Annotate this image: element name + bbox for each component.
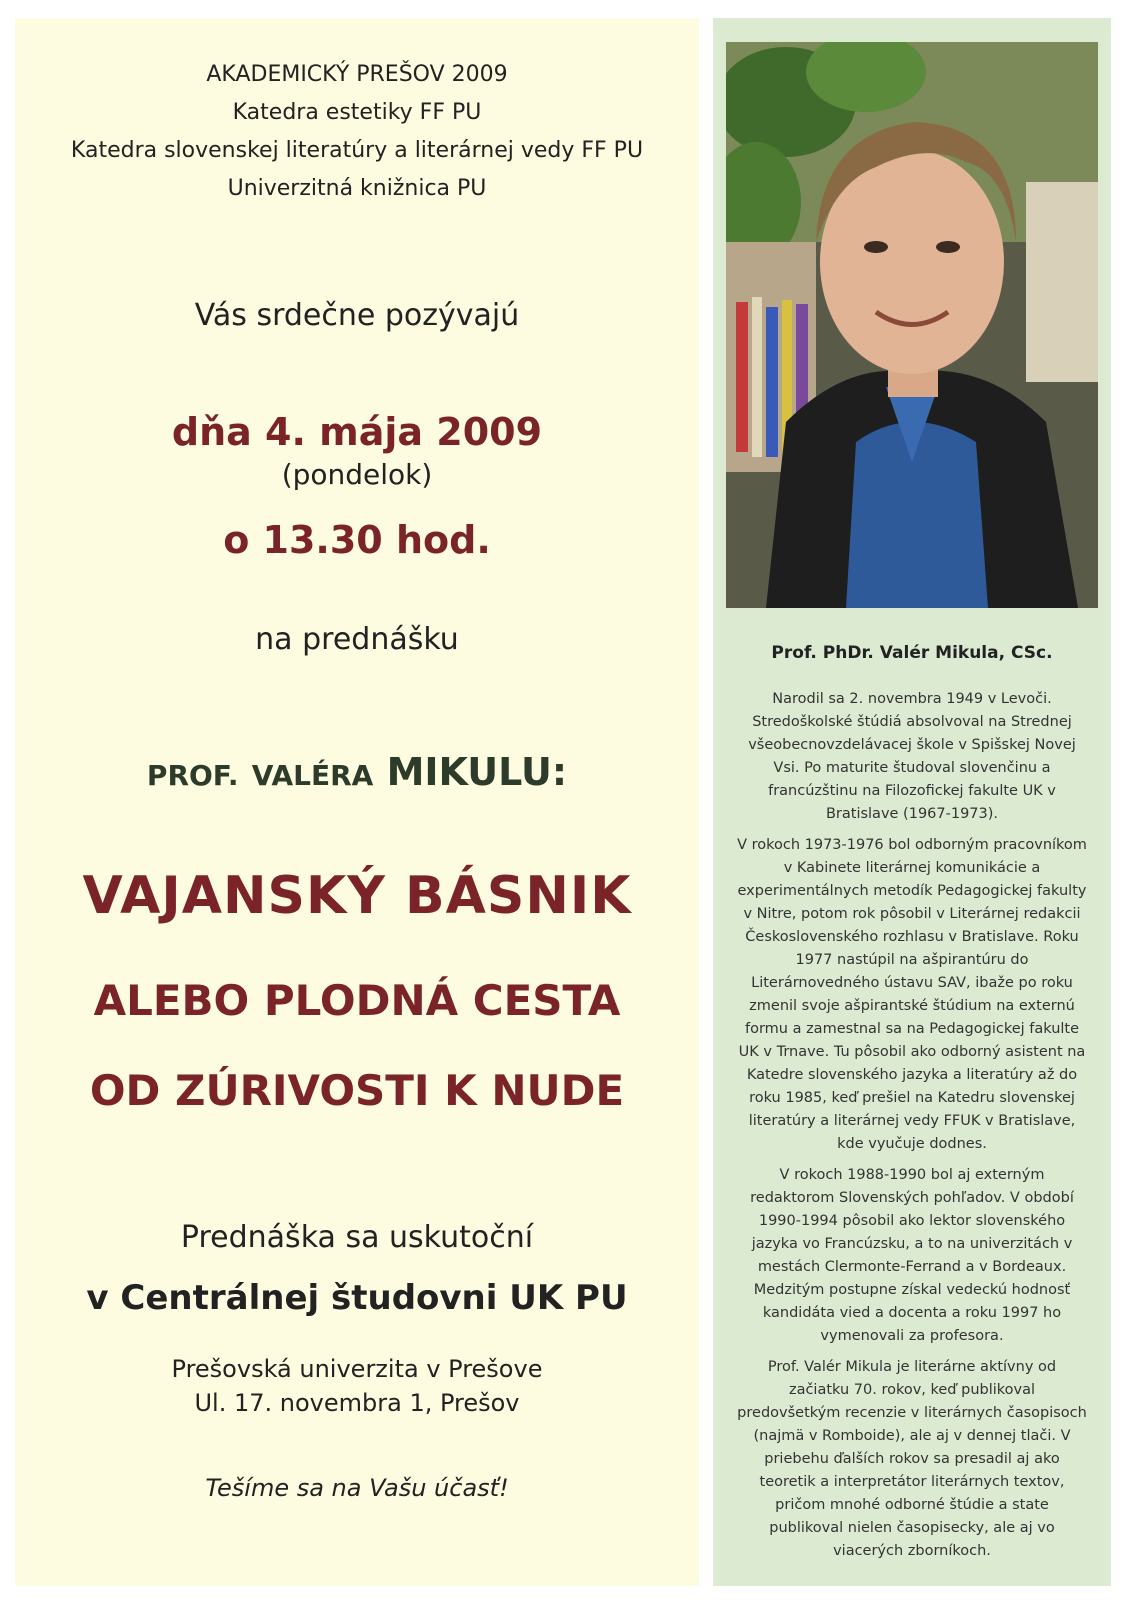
organizer-line: Katedra estetiky FF PU [232,100,482,125]
speaker-first: VALÉRA [251,759,374,792]
lecture-title-line2: ALEBO PLODNÁ CESTA [93,976,621,1025]
closing-text: Tešíme sa na Vašu účasť! [205,1474,509,1502]
organizer-line: AKADEMICKÝ PREŠOV 2009 [206,62,508,87]
bio-paragraph: Narodil sa 2. novembra 1949 v Levoči. Stredoškolské štúdiá absolvoval na Strednej všeobecnovzdelávacej škole v Spišskej Novej Vsi. Po maturite študoval slovenčinu a francúzštinu na Filozofickej fakulte UK v Bratislave (1967-1973). [748,691,1076,822]
speaker-name [15,750,699,794]
speaker-portrait-image [726,42,1098,608]
speaker-photo [726,42,1098,608]
invite-text: Vás srdečne pozývajú [194,298,520,333]
speaker-last: MIKULU: [386,750,568,794]
organizer-line: Univerzitná knižnica PU [227,176,487,201]
lecture-intro: na prednášku [255,622,459,657]
event-date: dňa 4. mája 2009 [171,410,543,454]
lecture-title-line1: VAJANSKÝ BÁSNIK [82,866,632,926]
venue-place: v Centrálnej študovni UK PU [86,1278,628,1318]
organizer-line: Katedra slovenskej literatúry a literárnej vedy FF PU [70,138,644,163]
bio-paragraph: V rokoch 1988-1990 bol aj externým redaktorom Slovenských pohľadov. V období 1990-1994 pôsobil ako lektor slovenského jazyka vo Francúzsku, a to na univerzitách v mestách Clermonte-Ferrand a v Bordeaux. Medzitým postupne získal vedeckú hodnosť kandidáta vied a docenta a roku 1997 ho vymenovali za profesora. [750,1167,1074,1344]
bio-paragraph: V rokoch 1973-1976 bol odborným pracovníkom v Kabinete literárnej komunikácie a experimentálnych metodík Pedagogickej fakulty v Nitre, potom rok pôsobil v Literárnej redakcii Československého rozhlasu v Bratislave. Roku 1977 nastúpil na ašpirantúru do Literárnovedného ústavu SAV, ibaže po roku zmenil svoje ašpirantské štúdium na externú formu a zamestnal sa na Pedagogickej fakulte UK v Trnave. Tu pôsobil ako odborný asistent na Katedre slovenského jazyka a literatúry až do roku 1985, keď prešiel na Katedru slovenskej literatúry a literárnej vedy FFUK v Bratislave, kde vyučuje dodnes. [737,837,1087,1152]
venue-address [15,1352,699,1420]
address-line-2: Ul. 17. novembra 1, Prešov [194,1389,520,1417]
speaker-caption: Prof. PhDr. Valér Mikula, CSc. [771,643,1053,663]
bio-paragraph: Prof. Valér Mikula je literárne aktívny od začiatku 70. rokov, keď publikoval predovšetkým recenzie v literárnych časopisoch (najmä v Romboide), ale aj v dennej tlači. V priebehu ďalších rokov sa presadil aj ako teoretik a interpretátor literárnych textov, pričom mnohé odborné štúdie a state publikoval nielen časopisecky, ale aj vo viacerých zborníkoch. [737,1359,1087,1559]
event-time: o 13.30 hod. [223,518,491,562]
invitation-panel [15,18,699,1586]
address-line-1: Prešovská univerzita v Prešove [171,1355,543,1383]
speaker-bio [737,688,1087,1571]
event-weekday: (pondelok) [281,458,433,491]
lecture-title-line3: OD ZÚRIVOSTI K NUDE [89,1066,625,1115]
speaker-sidebar [713,18,1111,1586]
venue-intro: Prednáška sa uskutoční [180,1220,534,1255]
organizers [15,56,699,208]
speaker-prefix: PROF. [146,759,239,792]
